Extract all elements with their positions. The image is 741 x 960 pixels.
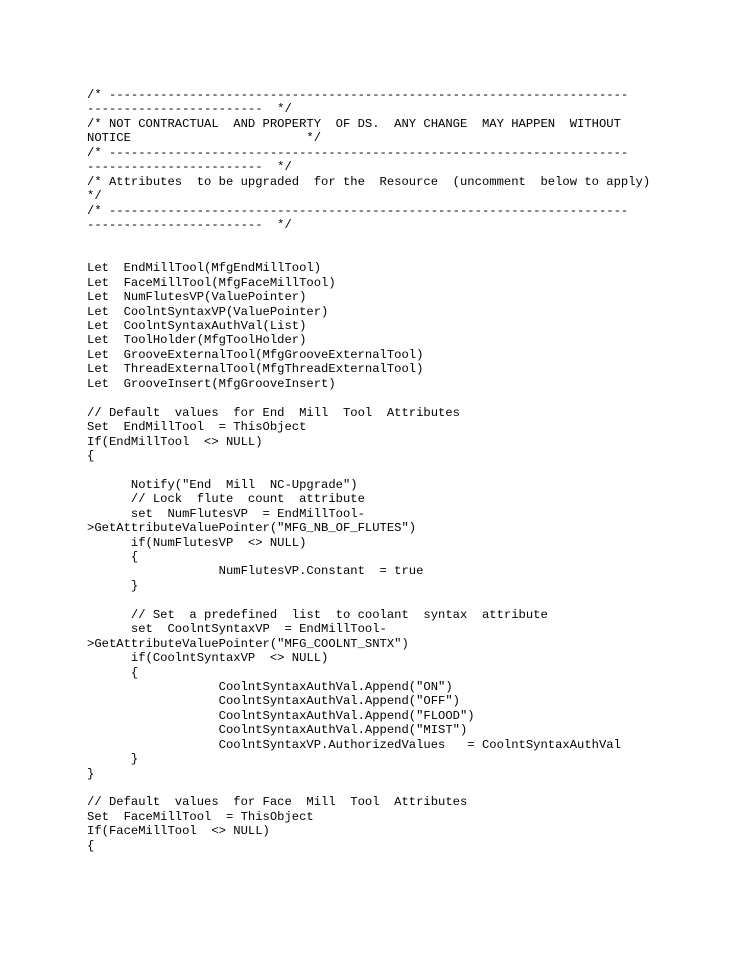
code-line: { — [87, 838, 95, 853]
code-line: CoolntSyntaxAuthVal.Append("OFF") — [87, 694, 460, 709]
code-line: ------------------------ */ — [87, 217, 292, 232]
code-line — [87, 232, 650, 246]
code-line: set CoolntSyntaxVP = EndMillTool- — [87, 622, 387, 637]
code-line: { — [87, 448, 95, 463]
code-line: Let CoolntSyntaxVP(ValuePointer) — [87, 304, 329, 319]
code-line: Let GrooveExternalTool(MfgGrooveExternalTool) — [87, 347, 424, 362]
code-line: /* ----------------------------------------------------------------------- — [87, 88, 629, 102]
code-line: // Default values for End Mill Tool Attributes — [87, 405, 460, 420]
code-line: >GetAttributeValuePointer("MFG_NB_OF_FLUTES") — [87, 521, 417, 536]
code-line: Let GrooveInsert(MfgGrooveInsert) — [87, 376, 336, 391]
code-line: Let NumFlutesVP(ValuePointer) — [87, 290, 307, 305]
code-line: // Default values for Face Mill Tool Attributes — [87, 795, 468, 810]
code-line: /* Attributes to be upgraded for the Resource (uncomment below to apply) — [87, 174, 651, 189]
code-line: { — [87, 665, 139, 680]
code-line: CoolntSyntaxAuthVal.Append("MIST") — [87, 723, 468, 738]
code-line: CoolntSyntaxAuthVal.Append("ON") — [87, 679, 453, 694]
code-line: */ — [87, 189, 102, 204]
code-line: Let EndMillTool(MfgEndMillTool) — [87, 261, 322, 276]
code-line — [87, 781, 650, 795]
code-line: /* ----------------------------------------------------------------------- — [87, 145, 629, 160]
code-line — [87, 247, 650, 261]
code-line: { — [87, 550, 139, 564]
code-line: // Lock flute count attribute — [87, 492, 365, 507]
code-line: /* NOT CONTRACTUAL AND PROPERTY OF DS. ANY CHANGE MAY HAPPEN WITHOUT — [87, 116, 621, 131]
code-line: /* ----------------------------------------------------------------------- — [87, 203, 629, 218]
code-line: set NumFlutesVP = EndMillTool- — [87, 506, 365, 521]
code-line: if(CoolntSyntaxVP <> NULL) — [87, 651, 329, 666]
code-line — [87, 463, 650, 477]
code-line: } — [87, 766, 95, 781]
code-line — [87, 391, 650, 405]
code-line: ------------------------ */ — [87, 160, 292, 175]
code-line: Let FaceMillTool(MfgFaceMillTool) — [87, 275, 336, 290]
code-line: if(NumFlutesVP <> NULL) — [87, 535, 307, 550]
code-line: } — [87, 752, 139, 767]
code-line: } — [87, 578, 139, 593]
code-line: ------------------------ */ — [87, 102, 292, 117]
code-line: NOTICE */ — [87, 131, 322, 146]
code-line: Let CoolntSyntaxAuthVal(List) — [87, 319, 307, 333]
code-line: Set FaceMillTool = ThisObject — [87, 809, 314, 824]
code-line: >GetAttributeValuePointer("MFG_COOLNT_SNTX") — [87, 636, 409, 651]
code-line: // Set a predefined list to coolant syntax attribute — [87, 607, 548, 622]
code-line: If(FaceMillTool <> NULL) — [87, 824, 270, 839]
code-line: NumFlutesVP.Constant = true — [87, 564, 424, 579]
code-line — [87, 593, 650, 607]
code-line: Let ThreadExternalTool(MfgThreadExternalTool) — [87, 362, 424, 377]
code-line: CoolntSyntaxVP.AuthorizedValues = CoolntSyntaxAuthVal — [87, 737, 621, 752]
code-line: Let ToolHolder(MfgToolHolder) — [87, 333, 307, 348]
code-block — [87, 88, 650, 853]
code-line: If(EndMillTool <> NULL) — [87, 434, 263, 449]
code-line: CoolntSyntaxAuthVal.Append("FLOOD") — [87, 708, 475, 723]
code-line: Set EndMillTool = ThisObject — [87, 420, 307, 435]
code-line: Notify("End Mill NC-Upgrade") — [87, 477, 358, 492]
